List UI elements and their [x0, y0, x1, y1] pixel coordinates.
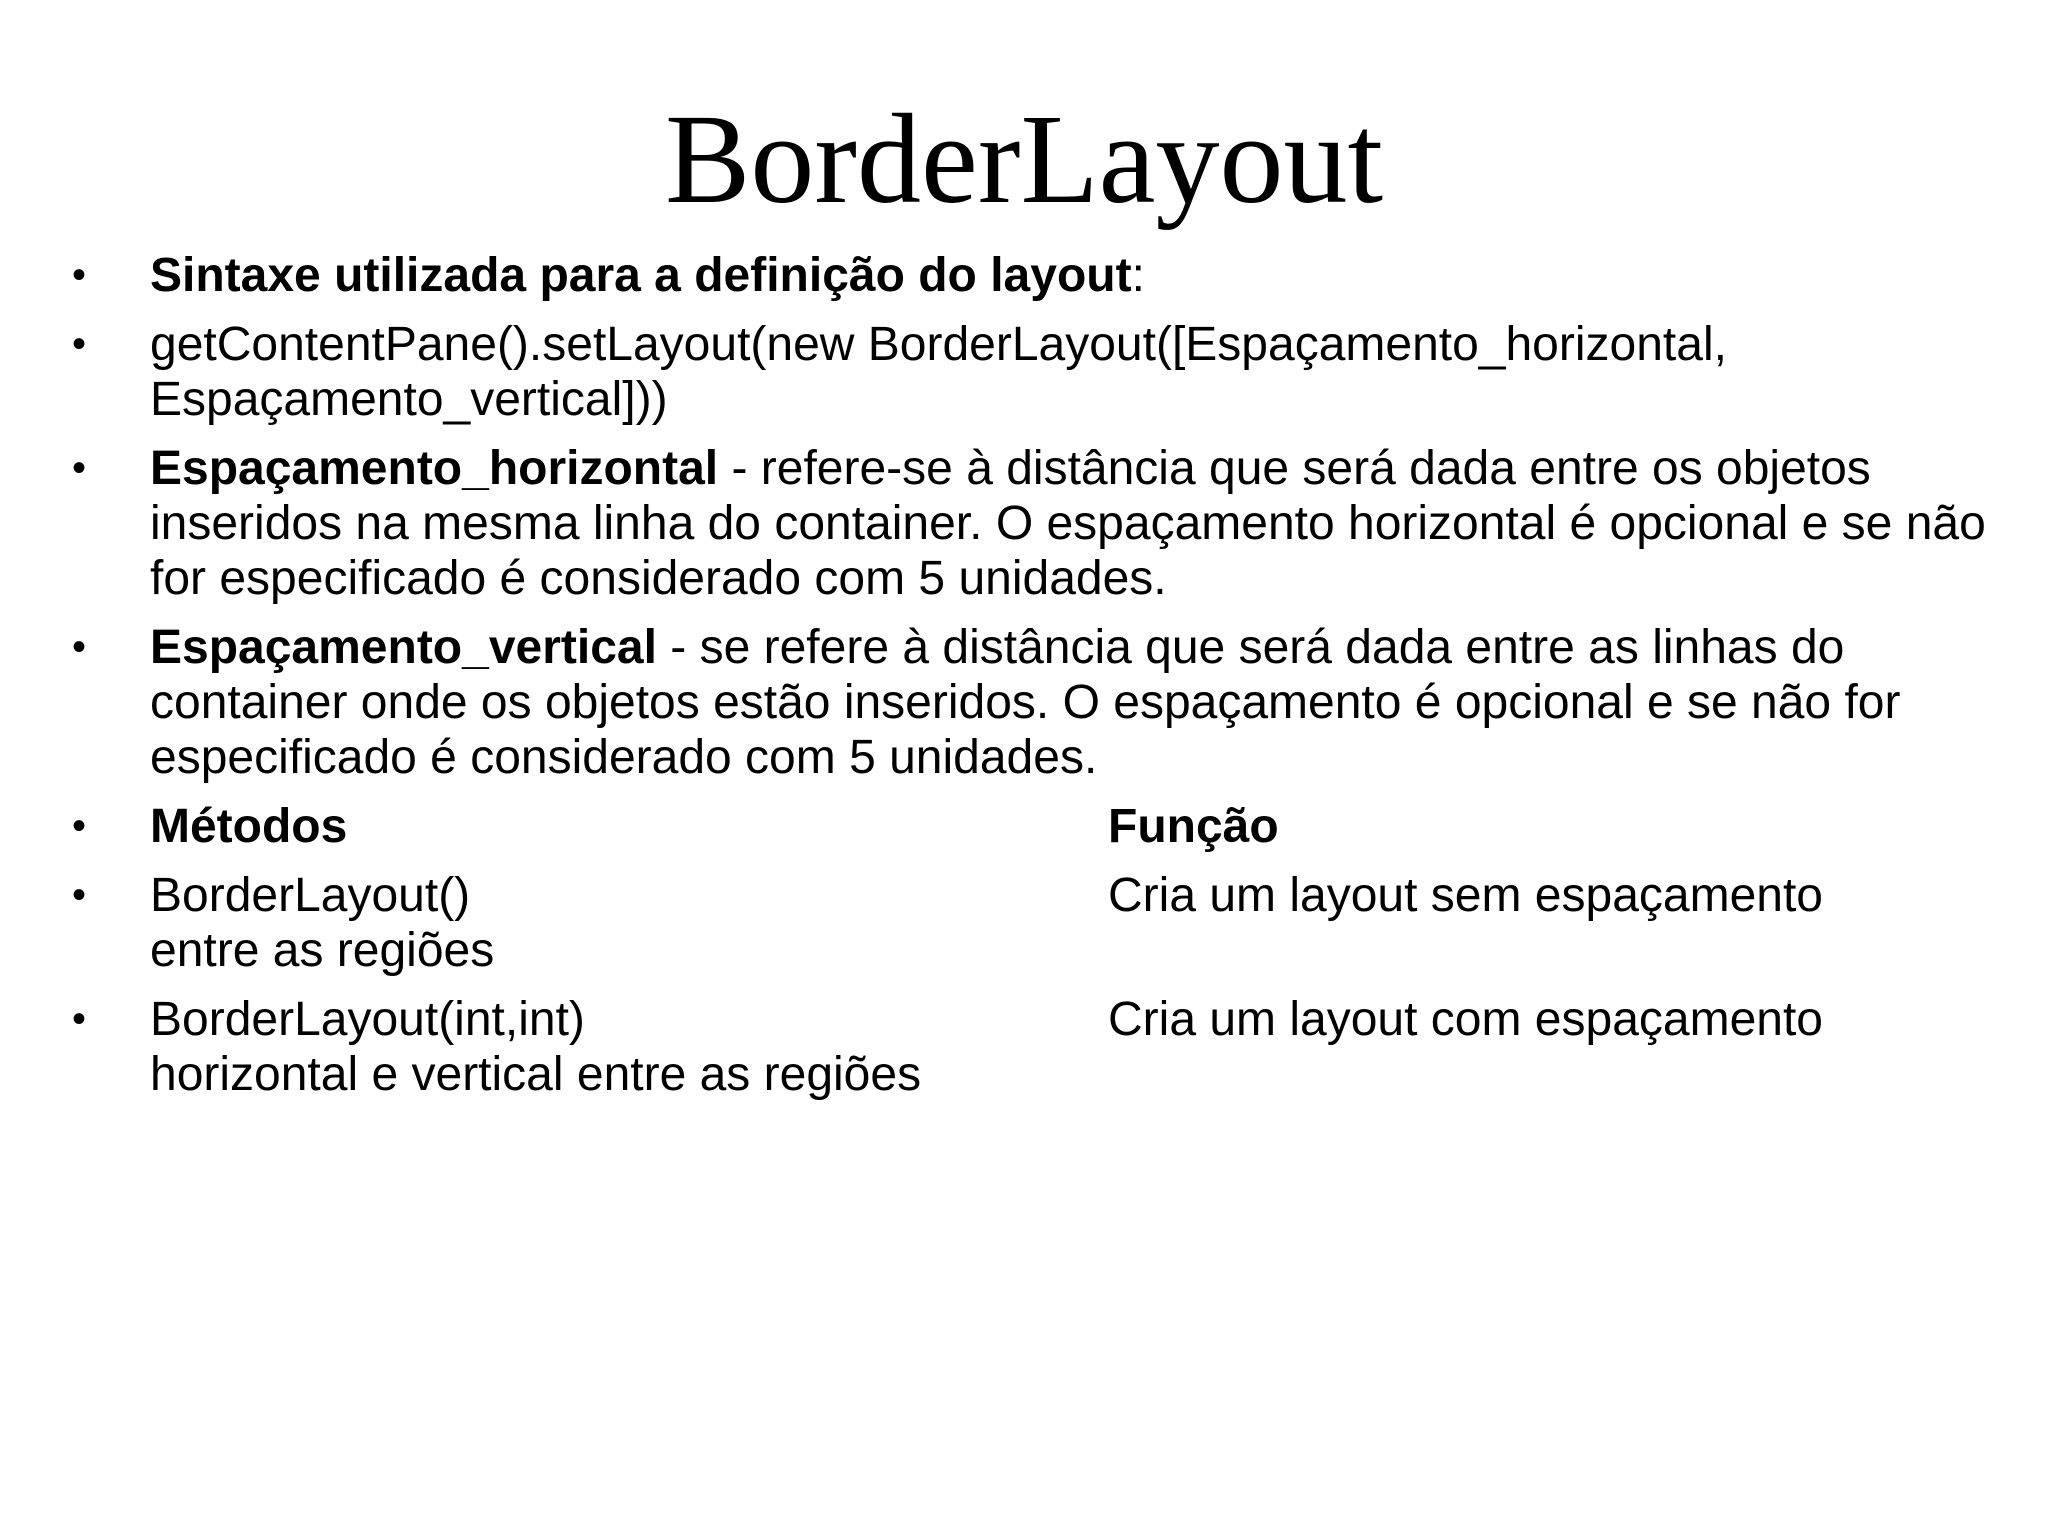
- bullet-icon: •: [72, 997, 87, 1041]
- bullet-icon: •: [72, 625, 87, 669]
- function-header-label: Função: [1108, 800, 1279, 853]
- item-rest: :: [1131, 249, 1145, 302]
- item-text: [150, 441, 1992, 606]
- bullet-icon: •: [72, 873, 87, 917]
- bullet-icon: •: [72, 804, 87, 848]
- list-item: [72, 441, 1992, 606]
- method-name: BorderLayout(int,int): [150, 993, 585, 1046]
- item-bold: Espaçamento_vertical: [150, 621, 657, 674]
- list-item: [72, 248, 1992, 303]
- item-rest: - refere-se à distância que será dada entre os objetos inseridos na mesma linha do container. O espaçamento horizontal é opcional e se não for especificado é considerado com 5 unidades.: [150, 442, 1986, 605]
- method-row: [72, 868, 1992, 978]
- method-function: Cria um layout sem espaçamento: [1108, 869, 1823, 922]
- item-bold: Espaçamento_horizontal: [150, 442, 719, 495]
- method-row: [72, 992, 1992, 1102]
- slide-title: BorderLayout: [665, 88, 1383, 230]
- method-function: Cria um layout com espaçamento: [1108, 993, 1823, 1046]
- list-item: [72, 620, 1992, 785]
- method-function-continuation: horizontal e vertical entre as regiões: [150, 1048, 922, 1101]
- list-item: [72, 317, 1992, 427]
- methods-header: [72, 799, 1992, 854]
- bullet-list: [72, 248, 1992, 1116]
- method-name: BorderLayout(): [150, 869, 471, 922]
- item-text: getContentPane().setLayout(new BorderLayout([Espaçamento_horizontal, Espaçamento_vertical])): [150, 318, 1727, 426]
- bullet-icon: •: [72, 446, 87, 490]
- item-text: [150, 620, 1992, 785]
- bullet-icon: •: [72, 253, 87, 297]
- methods-header-label: Métodos: [150, 800, 348, 853]
- item-text: [150, 248, 1992, 303]
- item-bold: Sintaxe utilizada para a definição do layout: [150, 249, 1132, 302]
- bullet-icon: •: [72, 322, 87, 366]
- item-rest: - se refere à distância que será dada entre as linhas do container onde os objetos estão inseridos. O espaçamento é opcional e se não for especificado é considerado com 5 unidades.: [150, 621, 1901, 784]
- method-function-continuation: entre as regiões: [150, 924, 495, 977]
